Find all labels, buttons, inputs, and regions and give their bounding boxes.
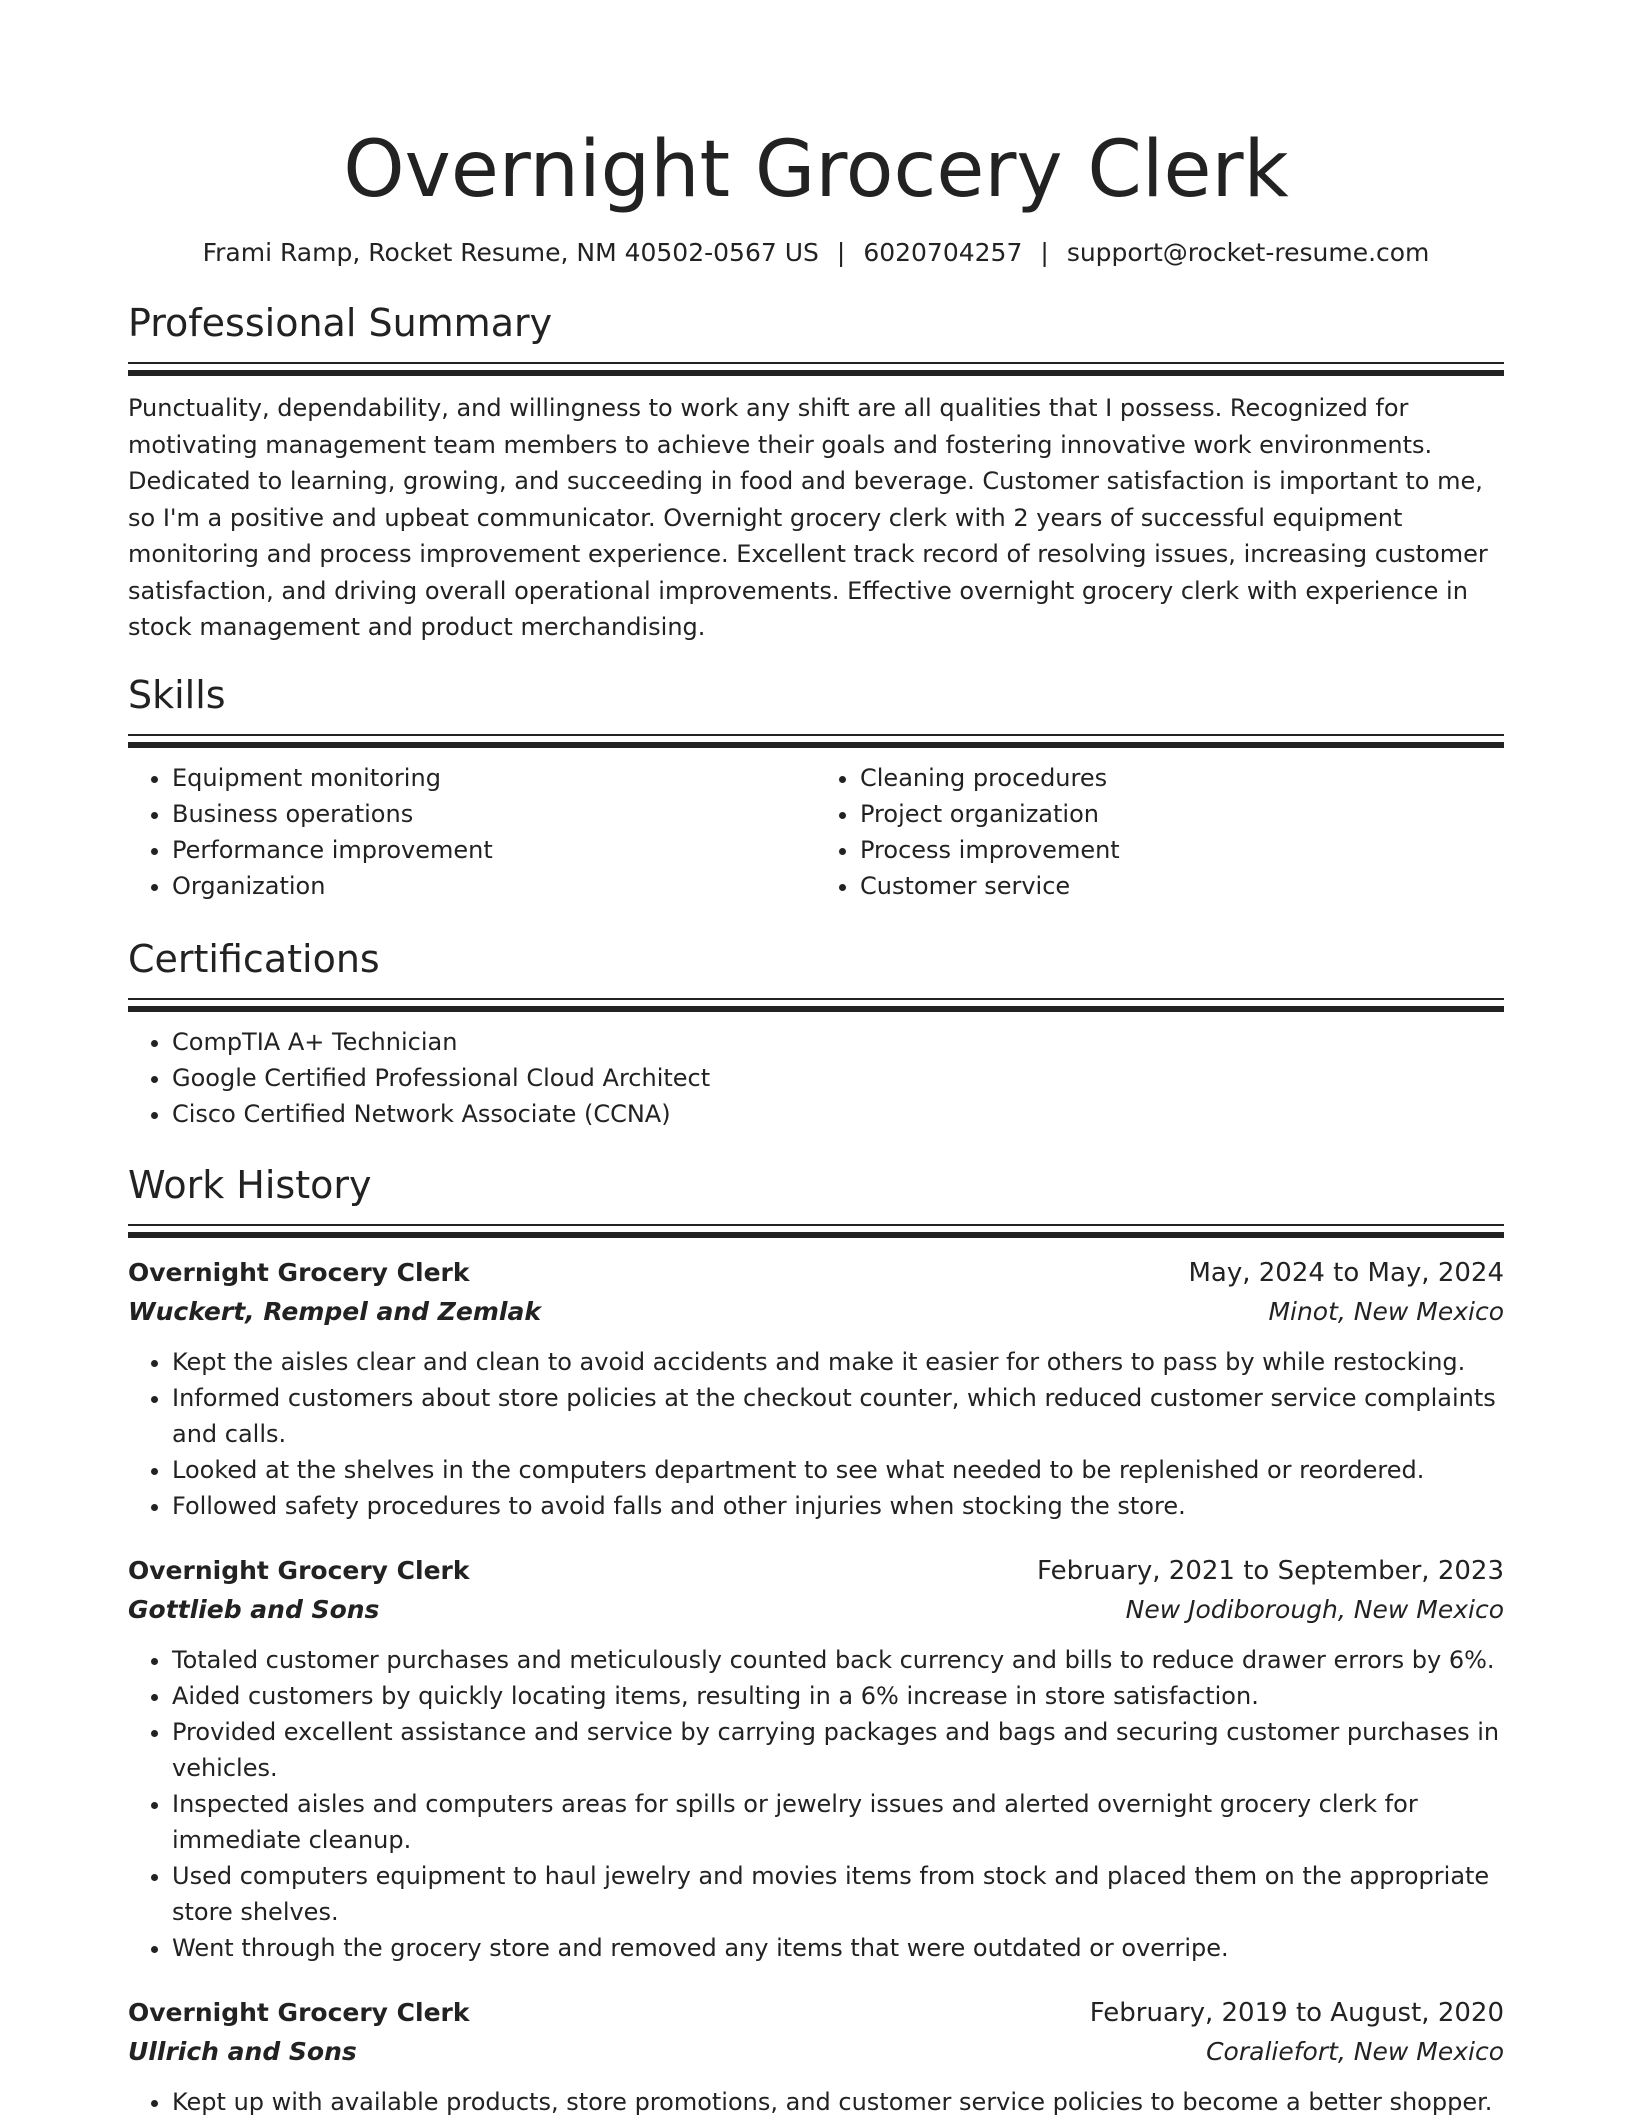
job-bullet: • Kept up with available products, store promotions, and customer service policies to become a better shopper. xyxy=(172,2084,1504,2120)
section-title-work-history: Work History xyxy=(128,1162,372,1207)
section-divider xyxy=(128,362,1504,376)
contact-phone: 6020704257 xyxy=(863,238,1023,267)
skills-list-left xyxy=(128,760,816,904)
job-company: Gottlieb and Sons xyxy=(128,1594,380,1624)
job-dates: May, 2024 to May, 2024 xyxy=(1188,1257,1504,1288)
job-bullet: • Totaled customer purchases and meticulously counted back currency and bills to reduce drawer errors by 6%. xyxy=(172,1642,1504,1678)
skill-item: • Business operations xyxy=(172,796,816,832)
job-entry xyxy=(128,1552,1504,1966)
job-bullet: • Looked at the shelves in the computers department to see what needed to be replenished or reordered. xyxy=(172,1452,1504,1488)
job-bullet: • Informed customers about store policies at the checkout counter, which reduced customer service complaints and calls. xyxy=(172,1380,1504,1452)
job-entry xyxy=(128,1994,1504,2120)
skill-item: • Customer service xyxy=(860,868,1504,904)
section-title-skills: Skills xyxy=(128,672,226,717)
certification-item: • CompTIA A+ Technician xyxy=(172,1024,1504,1060)
job-bullet: • Aided customers by quickly locating items, resulting in a 6% increase in store satisfaction. xyxy=(172,1678,1504,1714)
job-title: Overnight Grocery Clerk xyxy=(128,1257,470,1287)
job-header xyxy=(128,1994,1504,2032)
contact-separator: | xyxy=(1040,238,1049,267)
certification-item: • Cisco Certified Network Associate (CCNA) xyxy=(172,1096,1504,1132)
section-title-summary: Professional Summary xyxy=(128,301,553,345)
section-title-certifications: Certifications xyxy=(128,936,380,981)
job-bullet: • Went through the grocery store and removed any items that were outdated or overripe. xyxy=(172,1930,1504,1966)
job-bullets xyxy=(128,1642,1504,1966)
contact-separator: | xyxy=(836,238,846,267)
job-location: New Jodiborough, New Mexico xyxy=(1125,1594,1504,1624)
job-subheader xyxy=(128,1292,1504,1332)
job-company: Ullrich and Sons xyxy=(128,2036,357,2066)
job-company: Wuckert, Rempel and Zemlak xyxy=(128,1296,541,1326)
section-divider xyxy=(128,998,1504,1012)
job-dates: February, 2021 to September, 2023 xyxy=(1037,1555,1504,1586)
job-bullet: • Kept the aisles clear and clean to avoid accidents and make it easier for others to pass by while restocking. xyxy=(172,1344,1504,1380)
job-entry xyxy=(128,1254,1504,1524)
skill-item: • Project organization xyxy=(860,796,1504,832)
job-location: Minot, New Mexico xyxy=(1268,1296,1504,1326)
resume-page xyxy=(128,0,1504,2120)
contact-line xyxy=(128,236,1504,270)
contact-email: support@rocket-resume.com xyxy=(1066,238,1430,267)
summary-text: Punctuality, dependability, and willingness to work any shift are all qualities that I possess. Recognized for motivating management team members to achieve their goals and fostering innovative work environments. Dedicated to learning, growing, and succeeding in food and beverage. Customer satisfaction is important to me, so I'm a positive and upbeat communicator. Overnight grocery clerk with 2 years of successful equipment monitoring and process improvement experience. Excellent track record of resolving issues, increasing customer satisfaction, and driving overall operational improvements. Effective overnight grocery clerk with experience in stock management and product merchandising. xyxy=(128,394,1488,641)
contact-address: Frami Ramp, Rocket Resume, NM 40502-0567 US xyxy=(202,238,819,267)
job-location: Coraliefort, New Mexico xyxy=(1206,2036,1504,2066)
skill-item: • Performance improvement xyxy=(172,832,816,868)
skill-item: • Organization xyxy=(172,868,816,904)
work-history-section xyxy=(128,1162,1504,2120)
section-divider xyxy=(128,734,1504,748)
job-bullet: • Inspected aisles and computers areas for spills or jewelry issues and alerted overnight grocery clerk for immediate cleanup. xyxy=(172,1786,1504,1858)
skill-item: • Equipment monitoring xyxy=(172,760,816,796)
job-bullet: • Followed safety procedures to avoid falls and other injuries when stocking the store. xyxy=(172,1488,1504,1524)
job-title: Overnight Grocery Clerk xyxy=(128,1555,470,1585)
skill-item: • Cleaning procedures xyxy=(860,760,1504,796)
job-bullets xyxy=(128,1344,1504,1524)
job-header xyxy=(128,1254,1504,1292)
section-divider xyxy=(128,1224,1504,1238)
resume-name: Overnight Grocery Clerk xyxy=(343,125,1289,215)
job-subheader xyxy=(128,1590,1504,1630)
certifications-list xyxy=(128,1024,1504,1132)
certification-item: • Google Certified Professional Cloud Architect xyxy=(172,1060,1504,1096)
skills-section xyxy=(128,672,1504,904)
job-dates: February, 2019 to August, 2020 xyxy=(1089,1997,1504,2028)
job-header xyxy=(128,1552,1504,1590)
skills-list-right xyxy=(816,760,1504,904)
summary-section xyxy=(128,300,1504,646)
job-subheader xyxy=(128,2032,1504,2072)
skills-columns xyxy=(128,760,1504,904)
skill-item: • Process improvement xyxy=(860,832,1504,868)
job-bullet: • Provided excellent assistance and service by carrying packages and bags and securing customer purchases in vehicles. xyxy=(172,1714,1504,1786)
job-bullet: • Used computers equipment to haul jewelry and movies items from stock and placed them on the appropriate store shelves. xyxy=(172,1858,1504,1930)
certifications-section xyxy=(128,936,1504,1132)
job-title: Overnight Grocery Clerk xyxy=(128,1997,470,2027)
job-bullets xyxy=(128,2084,1504,2120)
